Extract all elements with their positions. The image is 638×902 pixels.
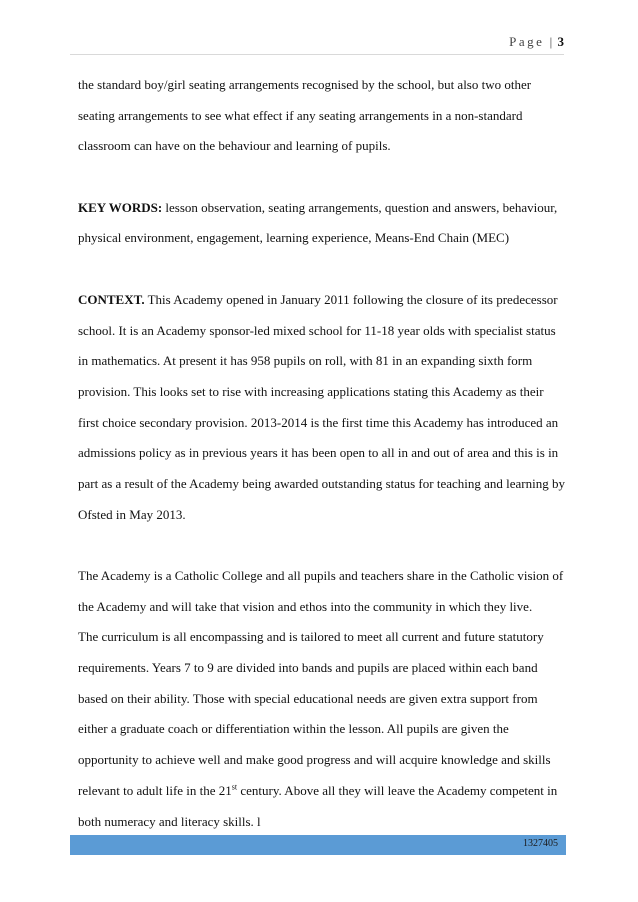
keywords-line — [78, 193, 562, 224]
context-line: admissions policy as in previous years it has been open to all in and out of area and this is in — [78, 445, 559, 461]
context-line: part as a result of the Academy being awarded outstanding status for teaching and learning by — [78, 475, 565, 491]
academy-line: The curriculum is all encompassing and is tailored to meet all current and future statutory — [78, 629, 544, 645]
page-header — [70, 34, 564, 55]
closing-line: both numeracy and literacy skills. l — [78, 813, 261, 829]
context-line: school. It is an Academy sponsor-led mixed school for 11-18 year olds with specialist status — [78, 322, 556, 338]
footer-bar — [70, 835, 566, 855]
context-line: provision. This looks set to rise with increasing applications stating this Academy as their — [78, 383, 544, 399]
academy-line: opportunity to achieve well and make good progress and will acquire knowledge and skills — [78, 752, 551, 768]
context-line: Ofsted in May 2013. — [78, 506, 186, 522]
keywords-line: physical environment, engagement, learning experience, Means-End Chain (MEC) — [78, 230, 510, 246]
context-line — [78, 285, 562, 316]
intro-line: classroom can have on the behaviour and learning of pupils. — [78, 138, 391, 154]
century-line — [78, 776, 562, 807]
page-label: Page — [509, 34, 545, 49]
intro-line: the standard boy/girl seating arrangements recognised by the school, but also two other — [78, 77, 532, 92]
academy-line: based on their ability. Those with special educational needs are given extra support from — [78, 690, 538, 706]
context-text: This Academy opened in January 2011 following the closure of its predecessor — [144, 291, 558, 307]
academy-line: either a graduate coach or differentiation within the lesson. All pupils are given the — [78, 721, 509, 737]
context-line: in mathematics. At present it has 958 pupils on roll, with 81 in an expanding sixth form — [78, 353, 533, 369]
page-number: 3 — [557, 34, 564, 49]
academy-line: the Academy and will take that vision and ethos into the community in which they live. — [78, 598, 533, 614]
academy-line: The Academy is a Catholic College and all pupils and teachers share in the Catholic vision of — [78, 568, 564, 583]
keywords-label: KEY WORDS: — [78, 199, 163, 215]
intro-line: seating arrangements to see what effect if any seating arrangements in a non-standard — [78, 107, 523, 123]
century-text-after: century. Above all they will leave the Academy competent in — [237, 782, 558, 798]
student-id: 1327405 — [523, 838, 558, 849]
context-label: CONTEXT. — [78, 291, 145, 307]
document-body — [78, 70, 565, 837]
ordinal-superscript: st — [231, 782, 238, 792]
academy-line: requirements. Years 7 to 9 are divided into bands and pupils are placed within each band — [78, 660, 538, 676]
context-line: first choice secondary provision. 2013-2014 is the first time this Academy has introduced an — [78, 414, 559, 430]
century-text-before: relevant to adult life in the 21 — [78, 782, 232, 798]
page-separator: | — [549, 34, 553, 49]
keywords-text: lesson observation, seating arrangements, question and answers, behaviour, — [162, 199, 558, 215]
